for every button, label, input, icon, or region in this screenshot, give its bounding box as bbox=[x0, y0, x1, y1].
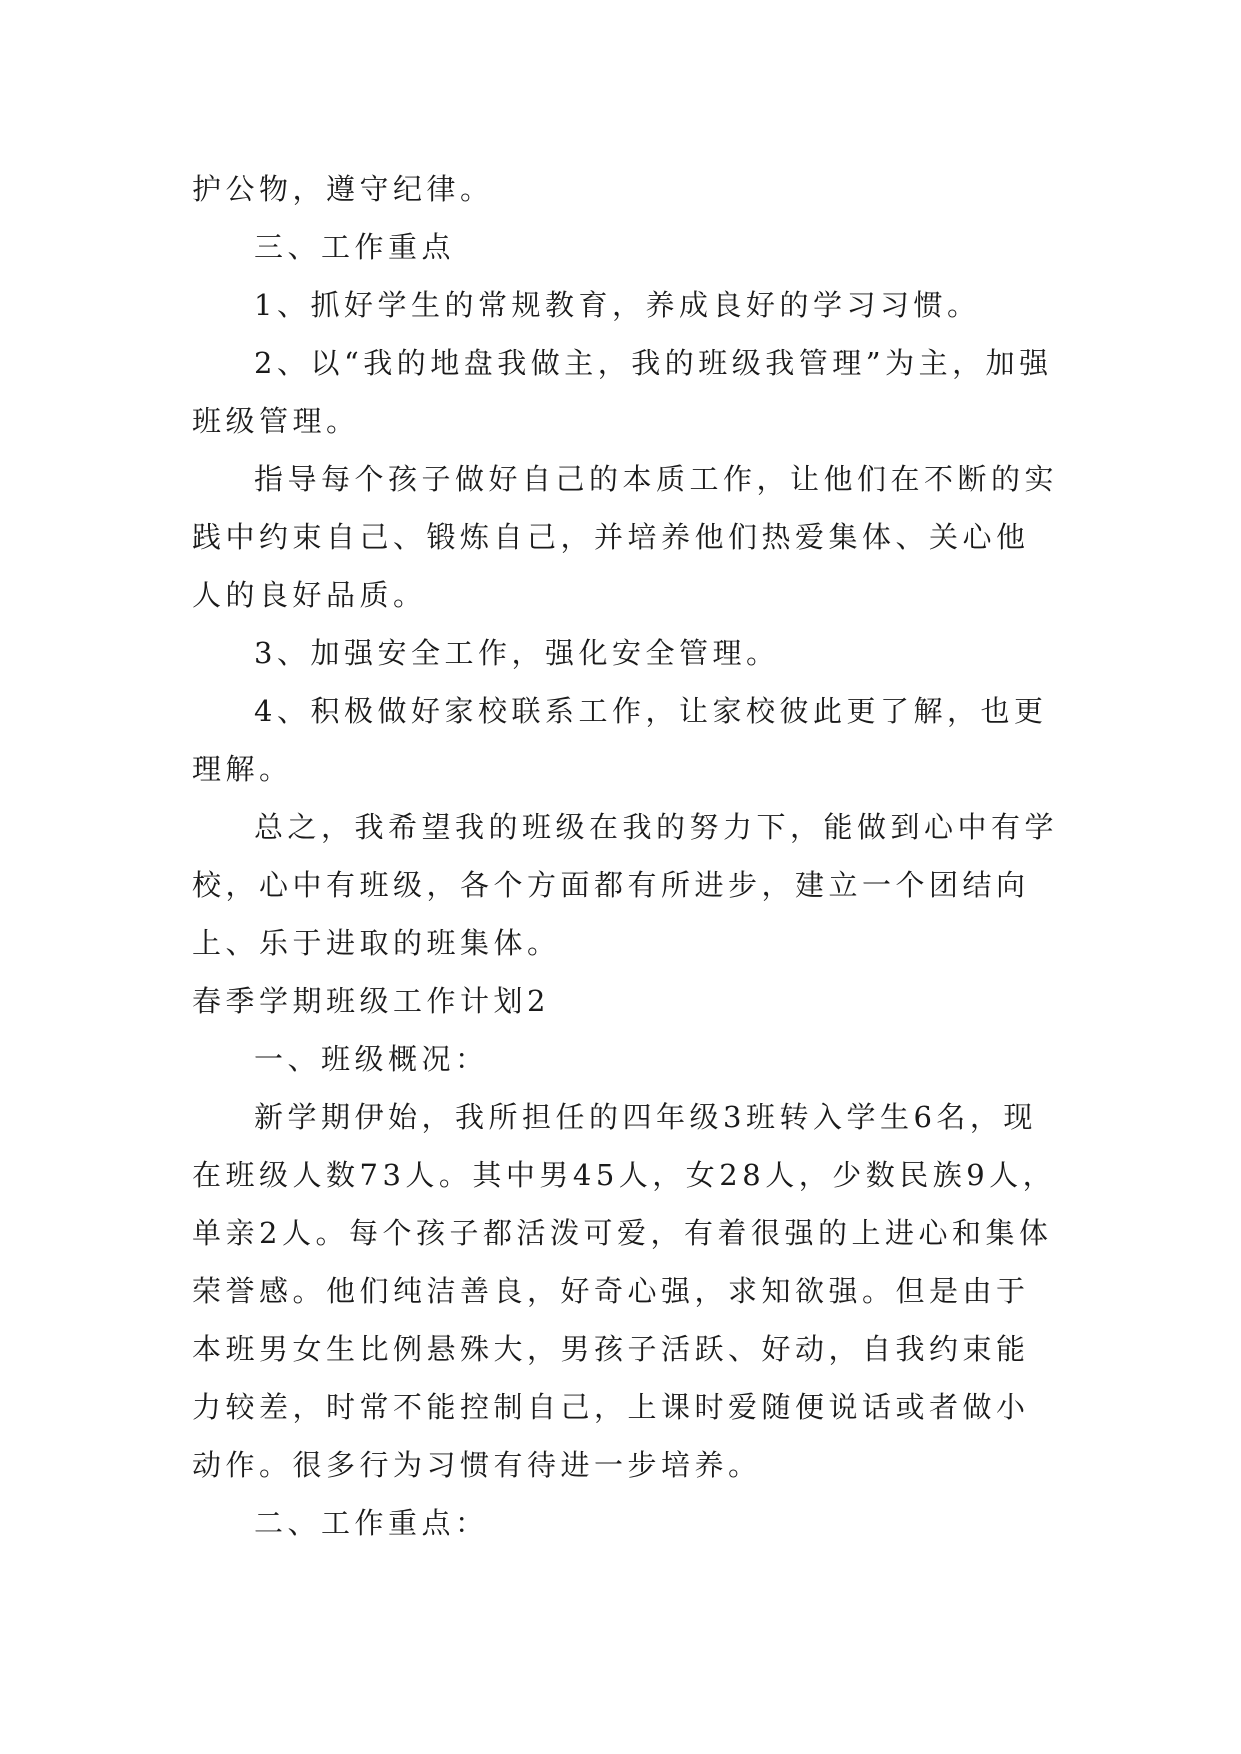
document-title-plan-2: 春季学期班级工作计划2 bbox=[192, 984, 550, 1018]
list-item-3: 3、加强安全工作，强化安全管理。 bbox=[254, 636, 780, 670]
section-heading-work-focus: 三、工作重点 bbox=[254, 230, 456, 264]
paragraph-guidance: 指导每个孩子做好自己的本质工作，让他们在不断的实践中约束自己、锻炼自己，并培养他们热爱集体、关心他人的良好品质。 bbox=[192, 462, 1059, 612]
list-item-4: 4、积极做好家校联系工作，让家校彼此更了解，也更理解。 bbox=[192, 694, 1048, 786]
paragraph-summary: 总之，我希望我的班级在我的努力下，能做到心中有学校，心中有班级，各个方面都有所进步，建立一个团结向上、乐于进取的班集体。 bbox=[192, 810, 1059, 960]
list-item-2: 2、以“我的地盘我做主，我的班级我管理”为主，加强班级管理。 bbox=[192, 346, 1053, 438]
list-item-1: 1、抓好学生的常规教育，养成良好的学习习惯。 bbox=[254, 288, 981, 322]
section-heading-class-overview: 一、班级概况： bbox=[254, 1042, 489, 1076]
paragraph-class-overview: 新学期伊始，我所担任的四年级3班转入学生6名，现在班级人数73人。其中男45人，女28人，少数民族9人，单亲2人。每个孩子都活泼可爱，有着很强的上进心和集体荣誉感。他们纯洁善良，好奇心强，求知欲强。但是由于本班男女生比例悬殊大，男孩子活跃、好动，自我约束能力较差，时常不能控制自己，上课时爱随便说话或者做小动作。很多行为习惯有待进一步培养。 bbox=[192, 1100, 1057, 1482]
document-body bbox=[192, 160, 1062, 1552]
paragraph-continuation: 护公物，遵守纪律。 bbox=[192, 172, 494, 206]
section-heading-work-focus-2: 二、工作重点： bbox=[254, 1506, 489, 1540]
